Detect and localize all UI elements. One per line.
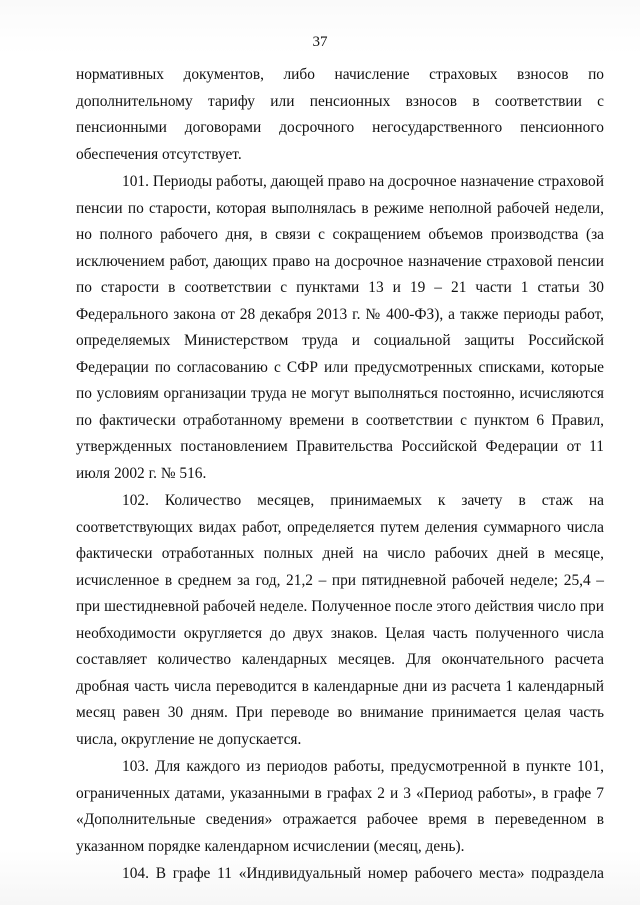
paragraph-continuation: нормативных документов, либо начисление страховых взносов по дополнительному тарифу или пенсионных взносов в соответствии с пенсионными договорами досрочного негосударственного пенсионного обеспечения отсутствует. (76, 66, 604, 163)
body-text (76, 62, 604, 889)
paragraph-102: 102. Количество месяцев, принимаемых к зачету в стаж на соответствующих видах работ, определяется путем деления суммарного числа фактически отработанных полных дней на число рабочих дней в месяце, исчисленное в среднем за год, 21,2 – при пятидневной рабочей неделе; 25,4 – при шестидневной рабочей неделе. Полученное после этого действия число при необходимости округляется до двух знаков. Целая часть полученного числа составляет количество календарных месяцев. Для окончательного расчета дробная часть числа переводится в календарные дни из расчета 1 календарный месяц равен 30 дням. При переводе во внимание принимается целая часть числа, округление не допускается. (76, 492, 604, 748)
paragraph-103: 103. Для каждого из периодов работы, предусмотренной в пункте 101, ограниченных датами, указанными в графах 2 и 3 «Период работы», в графе 7 «Дополнительные сведения» отражается рабочее время в переведенном в указанном порядке календарном исчислении (месяц, день). (76, 758, 604, 855)
page-number: 37 (312, 34, 328, 50)
paragraph-104: 104. В графе 11 «Индивидуальный номер рабочего места» подраздела (122, 865, 604, 882)
paragraph-101: 101. Периоды работы, дающей право на досрочное назначение страховой пенсии по старости, которая выполнялась в режиме неполной рабочей недели, но полного рабочего дня, в связи с сокращением объемов производства (за исключением работ, дающих право на досрочное назначение страховой пенсии по старости в соответствии с пунктами 13 и 19 – 21 части 1 статьи 30 Федерального закона от 28 декабря 2013 г. № 400-ФЗ), а также периоды работ, определяемых Министерством труда и социальной защиты Российской Федерации по согласованию с СФР или предусмотренных списками, которые по условиям организации труда не могут выполняться постоянно, исчисляются по фактически отработанному времени в соответствии с пунктом 6 Правил, утвержденных постановлением Правительства Российской Федерации от 11 июля 2002 г. № 516. (76, 173, 604, 482)
